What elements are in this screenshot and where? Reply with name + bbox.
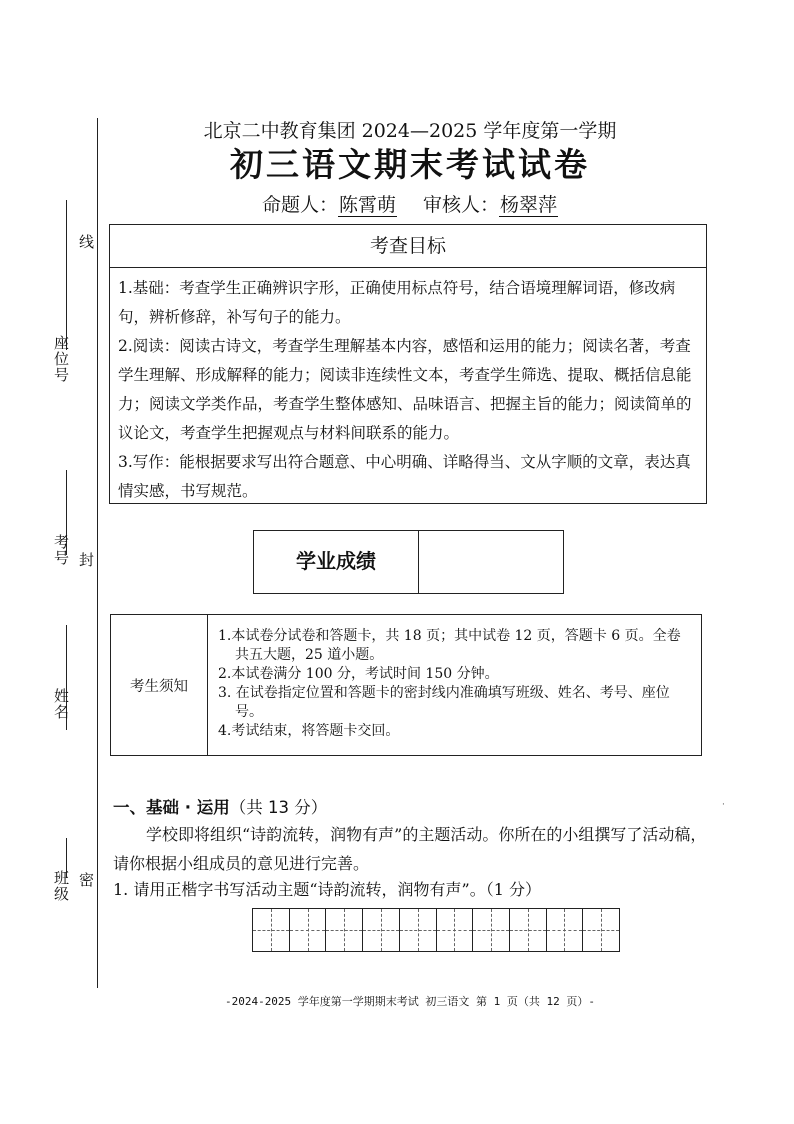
writing-grid-cell[interactable]	[473, 909, 510, 951]
writing-grid-cell[interactable]	[363, 909, 400, 951]
seal-secret-char: 密	[77, 872, 95, 887]
objective-item: 2.阅读：阅读古诗文，考查学生理解基本内容，感悟和运用的能力；阅读名著，考查学生理解、形成解释的能力；阅读非连续性文本，考查学生筛选、提取、概括信息能力；阅读文学类作品，考查学生整体感知、品味语言、把握主旨的能力；阅读简单的议论文，考查学生把握观点与材料间联系的能力。	[118, 337, 692, 442]
score-value-cell[interactable]	[419, 531, 563, 593]
setter-name: 陈霄萌	[338, 194, 396, 216]
section-points: （共 13 分）	[229, 798, 328, 817]
notice-list	[208, 615, 701, 755]
writing-grid[interactable]	[252, 908, 620, 952]
binding-margin-line	[97, 118, 98, 988]
writing-grid-cell[interactable]	[326, 909, 363, 951]
exam-number-label: 考号	[52, 534, 70, 566]
seat-number-label: 座位号	[52, 335, 70, 383]
notice-item: 2.本试卷满分 100 分，考试时间 150 分钟。	[218, 666, 499, 682]
section-name: 一、基础 · 运用	[113, 798, 230, 817]
candidate-notice-box	[110, 614, 702, 756]
class-label: 班级	[52, 870, 70, 902]
authors-line	[100, 190, 720, 217]
section-intro: 学校即将组织“诗韵流转，润物有声”的主题活动。你所在的小组撰写了活动稿，请你根据小组成员的意见进行完善。	[113, 825, 707, 873]
seat-fill-line	[66, 200, 67, 350]
notice-item: 1.本试卷分试卷和答题卡，共 18 页；其中试卷 12 页，答题卡 6 页。全卷共五大题，25 道小题。	[218, 628, 681, 663]
page-footer: -2024-2025 学年度第一学期期末考试 初三语文 第 1 页（共 12 页）-	[224, 995, 596, 1008]
seal-line-char: 线	[77, 234, 95, 249]
objective-item: 3.写作：能根据要求写出符合题意、中心明确、详略得当、文从字顺的文章，表达真情实感，书写规范。	[118, 453, 691, 500]
seal-seal-char: 封	[77, 552, 95, 567]
score-box	[253, 530, 564, 594]
reviewer-label: 审核人：	[423, 194, 500, 216]
writing-grid-cell[interactable]	[253, 909, 290, 951]
section-title	[113, 794, 327, 818]
school-term-line: 北京二中教育集团 2024—2025 学年度第一学期	[203, 120, 617, 142]
objectives-heading: 考查目标	[110, 225, 706, 268]
writing-grid-cell[interactable]	[510, 909, 547, 951]
objectives-list	[110, 268, 706, 506]
writing-grid-cell[interactable]	[400, 909, 437, 951]
notice-label: 考生须知	[111, 615, 208, 755]
writing-grid-cell[interactable]	[290, 909, 327, 951]
score-label: 学业成绩	[254, 531, 419, 593]
setter-label: 命题人：	[261, 194, 338, 216]
question-1: 1. 请用正楷字书写活动主题“诗韵流转，润物有声”。（1 分）	[113, 880, 541, 899]
notice-item: 3. 在试卷指定位置和答题卡的密封线内准确填写班级、姓名、考号、座位号。	[218, 685, 670, 720]
scan-speck: ·	[722, 800, 725, 810]
reviewer-name: 杨翠萍	[500, 194, 558, 216]
objective-item: 1.基础：考查学生正确辨识字形，正确使用标点符号，结合语境理解词语，修改病句，辨析修辞，补写句子的能力。	[118, 279, 676, 326]
writing-grid-cell[interactable]	[547, 909, 584, 951]
name-label: 姓名	[52, 688, 70, 720]
notice-item: 4.考试结束，将答题卡交回。	[218, 723, 400, 739]
exam-title: 初三语文期末考试试卷	[230, 145, 590, 184]
objectives-box	[109, 224, 707, 504]
writing-grid-cell[interactable]	[583, 909, 619, 951]
writing-grid-cell[interactable]	[437, 909, 474, 951]
